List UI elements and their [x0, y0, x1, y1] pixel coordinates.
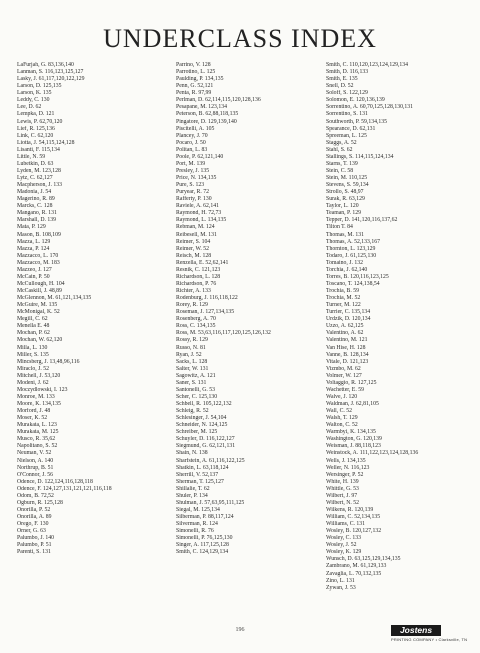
- index-entry: Mitchell, J. 53,120: [17, 372, 61, 379]
- index-entry: Paulding, P. 134,135: [176, 76, 224, 83]
- index-entry: Puryear, R. 72: [176, 189, 209, 196]
- index-entry: McMonigal, K. 52: [17, 309, 60, 316]
- index-entry: Sacks, L. 128: [176, 358, 208, 365]
- index-entry: Urdzik, D. 120,134: [326, 316, 371, 323]
- index-entry: Ryan, J. 52: [176, 351, 202, 358]
- index-entry: Wosley, B. 120,127,132: [326, 528, 382, 535]
- index-entry: Solomon, E. 120,136,139: [326, 97, 385, 104]
- index-entry: McCain, P. 50: [17, 273, 50, 280]
- index-entry: Stevens, S. 59,134: [326, 182, 369, 189]
- page-number: 196: [235, 627, 245, 633]
- index-entry: Pocaro, J. 50: [176, 139, 206, 146]
- index-entry: Lytz, C. 62,127: [17, 175, 53, 181]
- index-entry: Mazzeo, J. 127: [17, 266, 52, 273]
- index-entry: Raymond, L. 134,135: [176, 217, 227, 224]
- index-entry: Schbell, R. 105,122,132: [176, 401, 232, 407]
- index-entry: Schleig, R. 52: [176, 408, 209, 415]
- index-entry: William, C. 52,134,135: [326, 514, 381, 520]
- index-entry: Reisch, M. 128: [176, 252, 212, 259]
- index-entry: Raviele, A. 62,141: [176, 203, 219, 210]
- index-entry: Wunsch, D. 63,125,129,134,135: [326, 556, 401, 563]
- index-entry: Penta, R. 97,99: [176, 90, 212, 97]
- index-entry: Presley, J. 135: [176, 167, 210, 174]
- index-entry: Schneider, N. 124,125: [176, 422, 228, 429]
- index-column-1: [17, 62, 147, 556]
- index-entry: Shulman, J. 57,63,95,111,125: [176, 499, 245, 506]
- index-entry: Lubetkin, D. 63: [17, 160, 54, 167]
- index-entry: Larson, D. 125,135: [17, 83, 62, 90]
- index-entry: Rodenburg, J. 116,118,122: [176, 295, 238, 302]
- index-entry: O'Connor, J. 56: [17, 471, 53, 478]
- index-entry: Vanne, B. 128,134: [326, 351, 369, 358]
- index-entry: Southworth, P. 59,134,135: [326, 118, 388, 125]
- index-entry: Lisanti, F. 115,134: [17, 146, 60, 153]
- index-entry: Pesapane, M. 123,134: [176, 104, 227, 111]
- index-entry: Warmbyi, K. 134,135: [326, 429, 376, 436]
- index-entry: Russo, N. 81: [176, 344, 206, 351]
- index-entry: Schlesinger, J. 54,104: [176, 415, 227, 422]
- index-entry: Penn, G. 52,121: [176, 83, 214, 90]
- index-entry: Vitale, D. 121,123: [326, 358, 369, 365]
- index-entry: Moczydlowski, I. 123: [17, 386, 68, 393]
- index-entry: Voltaggio, R. 127,125: [326, 379, 377, 386]
- index-entry: Wosley, C. 133: [326, 535, 361, 542]
- index-entry: Walsh, T. 129: [326, 415, 358, 422]
- index-entry: Waldman, J. 62,81,105: [326, 401, 379, 407]
- index-entry: Mason, B. 108,109: [17, 231, 61, 238]
- logo-wordmark: Jostens: [391, 625, 441, 636]
- index-entry: Valentino, A. 62: [326, 330, 364, 337]
- index-entry: Onorilla, P. 52: [17, 506, 51, 513]
- index-entry: Stallings, S. 114,115,124,134: [326, 153, 394, 160]
- index-entry: Singer, A. 117,125,128: [176, 542, 229, 549]
- index-entry: Napolitano, S. 52: [17, 443, 58, 450]
- index-entry: Wilbert, N. 52: [326, 499, 359, 506]
- index-entry: Tilton T. 84: [326, 224, 353, 231]
- index-entry: Richardson, P. 76: [176, 280, 217, 287]
- index-entry: Lief, R. 125,136: [17, 125, 55, 132]
- page-title: UNDERCLASS INDEX: [103, 24, 377, 53]
- index-entry: Surak, R. 63,129: [326, 196, 365, 203]
- index-entry: Ogburn, R. 125,128: [17, 499, 63, 506]
- index-entry: Musco, R. 35,62: [17, 436, 56, 443]
- index-entry: Uzzo, A. 62,125: [326, 323, 364, 330]
- index-entry: Zino, L. 131: [326, 577, 355, 584]
- index-entry: Perlman, D. 62,114,115,120,128,136: [176, 97, 261, 104]
- index-entry: Wall, C. 52: [326, 408, 353, 415]
- index-entry: Rossy, R. 129: [176, 337, 208, 344]
- index-entry: Vizmbo, M. 62: [326, 365, 361, 372]
- index-entry: Weisman, J. 88,118,123: [326, 443, 381, 450]
- index-entry: Wells, J. 134,135: [326, 457, 366, 464]
- index-entry: Shain, N. 138: [176, 450, 208, 457]
- index-entry: Mochan, W. 62,120: [17, 337, 63, 344]
- index-column-2: [176, 62, 316, 556]
- index-entry: Ross, M. 53,63,116,117,120,125,126,132: [176, 330, 271, 337]
- index-entry: Murakata, L. 123: [17, 422, 57, 429]
- index-entry: Taylor, L. 120: [326, 203, 359, 210]
- index-entry: Walton, C. 52: [326, 422, 358, 429]
- index-entry: Reimer, S. 104: [176, 238, 211, 245]
- index-entry: Simonelli, R. 76: [176, 528, 214, 535]
- index-column-3: [326, 62, 476, 592]
- index-entry: Nielson, A. 140: [17, 457, 54, 464]
- index-entry: Walve, J. 120: [326, 393, 358, 400]
- index-entry: Mochan, P. 62: [17, 330, 50, 337]
- index-entry: Scher, C. 125,130: [176, 393, 218, 400]
- index-entry: Mincsberg, J. 13,48,96,116: [17, 358, 80, 365]
- index-entry: Zavaglia, L. 70,132,135: [326, 570, 382, 577]
- index-entry: Piscitelli, A. 105: [176, 125, 215, 132]
- index-entry: Wosley, K. 129: [326, 549, 362, 556]
- index-entry: Liotta, J. 54,115,124,128: [17, 139, 75, 146]
- index-entry: Thomas, M. 131: [326, 231, 365, 238]
- index-entry: Northrup, B. 51: [17, 464, 54, 471]
- index-entry: Smith, C. 124,129,134: [176, 549, 229, 556]
- index-entry: Smith, C. 110,120,123,124,129,134: [326, 62, 409, 68]
- index-entry: Siegmund, G. 62,121,131: [176, 443, 236, 450]
- index-entry: Madonia, J. 54: [17, 189, 52, 196]
- index-entry: Toscano, T. 124,138,54: [326, 280, 380, 287]
- index-entry: Mangano, R. 131: [17, 210, 57, 217]
- index-entry: Rorey, R. 129: [176, 302, 208, 309]
- index-entry: Lasky, J. 61,117,120,122,129: [17, 76, 85, 83]
- index-entry: Resnik, C. 121,123: [176, 266, 221, 273]
- index-entry: Rafferty, P. 130: [176, 196, 212, 203]
- index-entry: Link, C. 62,120: [17, 132, 54, 139]
- index-entry: Tomaino, J. 132: [326, 259, 363, 266]
- index-entry: Tepper, D. 141,120,116,137,62: [326, 217, 398, 224]
- index-entry: Sherman, T. 125,127: [176, 478, 224, 485]
- index-entry: Menella E. 48: [17, 323, 50, 330]
- index-entry: Orner, G. 63: [17, 528, 46, 535]
- index-entry: Moore, K. 134,135: [17, 401, 61, 407]
- index-entry: Richardson, L. 128: [176, 273, 221, 280]
- index-entry: Macpherson, J. 133: [17, 182, 63, 189]
- index-entry: Stahl, S. 62: [326, 146, 353, 153]
- index-entry: Mazza, L. 129: [17, 238, 51, 245]
- index-entry: Palumbo, P. 51: [17, 542, 52, 549]
- index-entry: Van Hise, H. 128: [326, 344, 366, 351]
- index-entry: Raymond, H. 72,73: [176, 210, 222, 217]
- index-entry: McCaskill, J. 48,89: [17, 288, 62, 294]
- index-entry: Whittle, G. 53: [326, 485, 359, 492]
- index-entry: Strollo, S. 48,97: [326, 189, 364, 196]
- index-entry: Lyden, M. 123,128: [17, 167, 61, 174]
- index-entry: Price, N. 134,135: [176, 175, 217, 181]
- index-entry: Soloff, S. 122,129: [326, 90, 368, 97]
- index-entry: McGuire, M. 135: [17, 302, 58, 309]
- index-entry: Simonelli, P. 76,125,130: [176, 535, 233, 542]
- index-entry: Pure, S. 123: [176, 182, 205, 189]
- index-entry: Stein, C. 58: [326, 167, 354, 174]
- index-entry: Shillalie, T. 62: [176, 485, 210, 492]
- index-entry: Larson, K. 135: [17, 90, 52, 97]
- index-entry: Silberman, P. 88,117,124: [176, 514, 234, 520]
- index-entry: Wilkens, R. 120,139: [326, 506, 374, 513]
- index-entry: Washington, G. 120,139: [326, 436, 382, 443]
- index-entry: Trochia, B. 59: [326, 288, 360, 294]
- index-entry: Lewis, P. 62,70,120: [17, 118, 63, 125]
- index-entry: Rebman, M. 124: [176, 224, 215, 231]
- logo-tagline: PRINTING COMPANY • Clarksville, TN: [391, 637, 468, 642]
- index-entry: Odence, D. 122,124,116,128,118: [17, 478, 93, 485]
- index-entry: Stein, M. 110,125: [326, 175, 368, 181]
- index-entry: Mazza, P. 124: [17, 245, 50, 252]
- index-entry: Sherrill, V. 52,137: [176, 471, 219, 478]
- index-entry: Monroe, M. 133: [17, 393, 55, 400]
- index-entry: Starns, T. 139: [326, 160, 358, 167]
- index-entry: Rosenberg, A. 70: [176, 316, 216, 323]
- index-entry: Mazzacco, M. 183: [17, 259, 60, 266]
- index-entry: McGlennon, M. 61,121,134,135: [17, 295, 92, 302]
- index-entry: McCullough, H. 104: [17, 280, 65, 287]
- index-entry: Shatkin, L. 63,118,124: [176, 464, 229, 471]
- index-entry: Wilbert, J. 97: [326, 492, 358, 499]
- index-entry: Pingatore, D. 129,139,140: [176, 118, 237, 125]
- printer-logo: [391, 625, 473, 645]
- index-entry: Lanman, S. 116,123,125,127: [17, 69, 84, 76]
- index-entry: Megill, C. 62: [17, 316, 48, 323]
- index-entry: Torchia, J. 62,140: [326, 266, 368, 273]
- index-entry: Turner, M. 122: [326, 302, 361, 309]
- index-entry: Miller, S. 135: [17, 351, 49, 358]
- index-entry: Neuman, V. 52: [17, 450, 52, 457]
- index-entry: Palumbo, J. 140: [17, 535, 55, 542]
- index-entry: Spreeman, L. 125: [326, 132, 367, 139]
- index-entry: Moser, K. 52: [17, 415, 48, 422]
- index-entry: Weller, N. 116,123: [326, 464, 370, 471]
- index-entry: Richter, A. 133: [176, 288, 211, 294]
- index-entry: Snell, D. 52: [326, 83, 354, 90]
- index-entry: Salter, W. 131: [176, 365, 209, 372]
- index-entry: Politan, L. 83: [176, 146, 208, 153]
- index-entry: Leddy, C. 130: [17, 97, 50, 104]
- index-entry: Turrier, C. 135,134: [326, 309, 371, 316]
- index-entry: Staggs, A. 52: [326, 139, 357, 146]
- index-entry: Milla, L. 130: [17, 344, 48, 351]
- index-entry: Smith, E. 135: [326, 76, 358, 83]
- index-entry: Onorilla, A. 89: [17, 514, 52, 520]
- index-entry: Murakata, M. 125: [17, 429, 59, 436]
- index-entry: Magerino, R. 89: [17, 196, 55, 203]
- index-entry: Sharfstein, A. 61,116,122,125: [176, 457, 245, 464]
- index-entry: Ross, C. 134,135: [176, 323, 216, 330]
- index-entry: Teaman, P. 129: [326, 210, 362, 217]
- index-entry: Silverman, R. 124: [176, 521, 218, 528]
- index-entry: Orego, F. 130: [17, 521, 49, 528]
- index-entry: Renzella, E. 52,62,141: [176, 259, 229, 266]
- index-entry: Wersinger, P. 52: [326, 471, 364, 478]
- index-entry: Marcks, C. 128: [17, 203, 53, 210]
- index-entry: Plancey, J. 70: [176, 132, 208, 139]
- index-entry: Reibesell, M. 131: [176, 231, 217, 238]
- index-entry: Little, N. 59: [17, 153, 46, 160]
- index-entry: Siegal, M. 125,134: [176, 506, 220, 513]
- index-entry: Odom, B. 72,52: [17, 492, 54, 499]
- index-entry: Parenti, S. 131: [17, 549, 51, 556]
- index-entry: White, H. 139: [326, 478, 359, 485]
- index-entry: Valentino, M. 121: [326, 337, 368, 344]
- index-entry: Schuyler, D. 116,122,127: [176, 436, 235, 443]
- index-entry: Reimer, W. 52: [176, 245, 209, 252]
- index-entry: Lee, D. 62: [17, 104, 42, 111]
- index-entry: Zywan, J. 53: [326, 584, 356, 591]
- index-entry: Wosley, J. 52: [326, 542, 357, 549]
- index-entry: Saner, S. 131: [176, 379, 207, 386]
- index-entry: Miraclo, J. 52: [17, 365, 49, 372]
- index-entry: Thomas, A. 52,133,167: [326, 238, 380, 245]
- index-entry: Modeni, J. 62: [17, 379, 49, 386]
- index-entry: Odence, F. 124,127,131,121,121,116,118: [17, 485, 112, 492]
- index-entry: Mata, P. 129: [17, 224, 46, 231]
- index-entry: Sorrentino, A. 60,70,125,128,130,131: [326, 104, 414, 111]
- index-entry: Thornton, L. 123,129: [326, 245, 376, 252]
- index-entry: Parrotino, L. 125: [176, 69, 216, 76]
- index-entry: Roseman, J. 127,134,135: [176, 309, 235, 316]
- index-entry: Shuler, P. 134: [176, 492, 208, 499]
- index-entry: Parrino, V. 128: [176, 62, 211, 68]
- index-entry: Poole, P. 62,121,140: [176, 153, 224, 160]
- index-entry: Sorrentino, S. 131: [326, 111, 368, 118]
- index-entry: Lempka, D. 121: [17, 111, 55, 118]
- index-entry: Wachetter, E. 59: [326, 386, 364, 393]
- index-entry: LaFurjah, G. 83,136,140: [17, 62, 74, 68]
- index-entry: Zambrano, M. 61,129,133: [326, 563, 387, 570]
- index-entry: Weinstock, A. 111,122,123,124,128,136: [326, 450, 419, 457]
- index-entry: Santonelli, G. 53: [176, 386, 215, 393]
- index-entry: Marshall, D. 139: [17, 217, 56, 224]
- index-entry: Volmer, W. 127: [326, 372, 362, 379]
- index-entry: Smith, D. 116,133: [326, 69, 369, 76]
- index-entry: Todaro, J. 61,125,130: [326, 252, 377, 259]
- index-entry: Mazzacco, L. 170: [17, 252, 59, 259]
- index-entry: Morford, J. 48: [17, 408, 51, 415]
- index-entry: Spearance, D. 62,131: [326, 125, 376, 132]
- index-entry: Port, M. 139: [176, 160, 206, 167]
- index-entry: Williams, C. 131: [326, 521, 366, 528]
- index-entry: Sagowitz, A. 121: [176, 372, 216, 379]
- index-entry: Schreiber, M. 125: [176, 429, 218, 436]
- index-entry: Peterson, B. 62,88,118,135: [176, 111, 239, 118]
- index-entry: Torres, B. 120,116,123,125: [326, 273, 389, 280]
- index-entry: Trochia, M. 52: [326, 295, 361, 302]
